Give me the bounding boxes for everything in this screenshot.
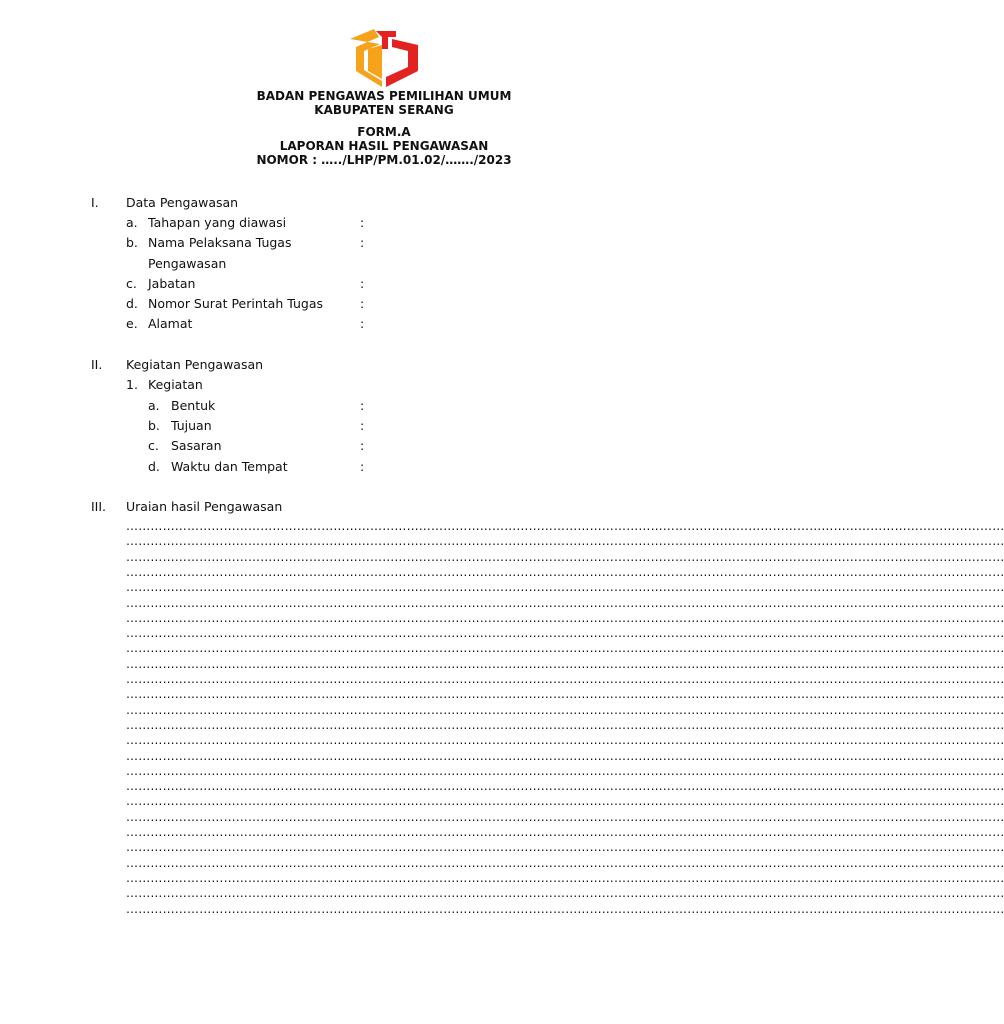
dotted-line: ……………………………………………………………………………………………………………………………………………………………………………………………… (126, 825, 1004, 839)
section2-item-a-colon: : (360, 398, 365, 413)
section2-item-d-label: Waktu dan Tempat (171, 459, 288, 474)
dotted-line: ……………………………………………………………………………………………………………………………………………………………………………………………… (126, 794, 1004, 809)
dotted-line: ……………………………………………………………………………………………………………………………………………………………………………………………… (126, 672, 1004, 686)
section2-item-d-colon: : (360, 459, 365, 474)
section1-item-a-label: Tahapan yang diawasi (148, 215, 287, 230)
logo-red-shape (376, 31, 418, 87)
section2-item-a-label: Bentuk (171, 398, 216, 413)
dotted-line: ……………………………………………………………………………………………………………………………………………………………………………………………… (126, 748, 1004, 763)
section2-numeral: II. (91, 357, 103, 372)
section1-item-e-colon: : (360, 316, 365, 331)
section2-item-b-colon: : (360, 418, 365, 433)
form-code: FORM.A (357, 125, 411, 139)
dotted-line: ……………………………………………………………………………………………………………………………………………………………………………………………… (126, 687, 1004, 702)
section2-sub-number: 1. (126, 377, 138, 392)
dotted-line: ……………………………………………………………………………………………………………………………………………………………………………………………… (126, 840, 1004, 855)
form-number: NOMOR : …../LHP/PM.01.02/……./2023 (256, 153, 512, 167)
section1-item-b-label: Nama Pelaksana Tugas (148, 235, 292, 250)
dotted-line: ……………………………………………………………………………………………………………………………………………………………………………………………… (126, 656, 1004, 671)
section2-item-c-label: Sasaran (171, 438, 222, 453)
dotted-line: ……………………………………………………………………………………………………………………………………………………………………………………………… (126, 626, 1004, 641)
section2-sub-title: Kegiatan (148, 377, 203, 392)
section1-item-b-letter: b. (126, 235, 138, 250)
section3-title: Uraian hasil Pengawasan (126, 499, 283, 514)
section2-title: Kegiatan Pengawasan (126, 357, 264, 372)
section1-title: Data Pengawasan (126, 195, 239, 210)
section1-item-b-colon: : (360, 235, 365, 250)
dotted-line: ……………………………………………………………………………………………………………………………………………………………………………………………… (126, 564, 1004, 579)
dotted-line: ……………………………………………………………………………………………………………………………………………………………………………………………… (126, 534, 1004, 549)
section1-item-c-label: Jabatan (148, 276, 196, 291)
dotted-line: ……………………………………………………………………………………………………………………………………………………………………………………………… (126, 641, 1004, 656)
section2-item-c-colon: : (360, 438, 365, 453)
dotted-line: ……………………………………………………………………………………………………………………………………………………………………………………………… (126, 519, 1004, 533)
section2-item-d-letter: d. (148, 459, 160, 474)
dotted-line: ……………………………………………………………………………………………………………………………………………………………………………………………… (126, 549, 1004, 564)
section1-item-c-colon: : (360, 276, 365, 291)
dotted-line: ……………………………………………………………………………………………………………………………………………………………………………………………… (126, 717, 1004, 732)
dotted-line: ……………………………………………………………………………………………………………………………………………………………………………………………… (126, 870, 1004, 885)
dotted-line: ……………………………………………………………………………………………………………………………………………………………………………………………… (126, 702, 1004, 717)
section1-item-a-letter: a. (126, 215, 138, 230)
dotted-line: ……………………………………………………………………………………………………………………………………………………………………………………………… (126, 595, 1004, 610)
section1-item-d-letter: d. (126, 296, 138, 311)
dotted-line: ……………………………………………………………………………………………………………………………………………………………………………………………… (126, 886, 1004, 901)
section1-item-a-colon: : (360, 215, 365, 230)
section1-item-b-label2: Pengawasan (148, 256, 227, 271)
section1-item-e-letter: e. (126, 316, 138, 331)
section2-item-a-letter: a. (148, 398, 160, 413)
dotted-line: ……………………………………………………………………………………………………………………………………………………………………………………………… (126, 855, 1004, 870)
form-title: LAPORAN HASIL PENGAWASAN (279, 139, 489, 153)
section1-item-d-colon: : (360, 296, 365, 311)
dotted-line: ……………………………………………………………………………………………………………………………………………………………………………………………… (126, 901, 1004, 916)
org-name-line1: BADAN PENGAWAS PEMILIHAN UMUM (256, 89, 512, 103)
dotted-line: ……………………………………………………………………………………………………………………………………………………………………………………………… (126, 580, 1004, 595)
dotted-line: ……………………………………………………………………………………………………………………………………………………………………………………………… (126, 763, 1004, 778)
dotted-line: ……………………………………………………………………………………………………………………………………………………………………………………………… (126, 779, 1004, 794)
dotted-line: ……………………………………………………………………………………………………………………………………………………………………………………………… (126, 809, 1004, 824)
section1-numeral: I. (91, 195, 99, 210)
dotted-line: ……………………………………………………………………………………………………………………………………………………………………………………………… (126, 733, 1004, 748)
dotted-line: ……………………………………………………………………………………………………………………………………………………………………………………………… (126, 610, 1004, 625)
section1-item-d-label: Nomor Surat Perintah Tugas (148, 296, 324, 311)
section2-item-b-label: Tujuan (171, 418, 212, 433)
bawaslu-logo-icon (348, 27, 420, 89)
section1-item-c-letter: c. (126, 276, 137, 291)
section2-item-c-letter: c. (148, 438, 159, 453)
section2-item-b-letter: b. (148, 418, 160, 433)
section3-numeral: III. (91, 499, 107, 514)
org-name-line2: KABUPATEN SERANG (314, 103, 454, 117)
section1-item-e-label: Alamat (148, 316, 193, 331)
